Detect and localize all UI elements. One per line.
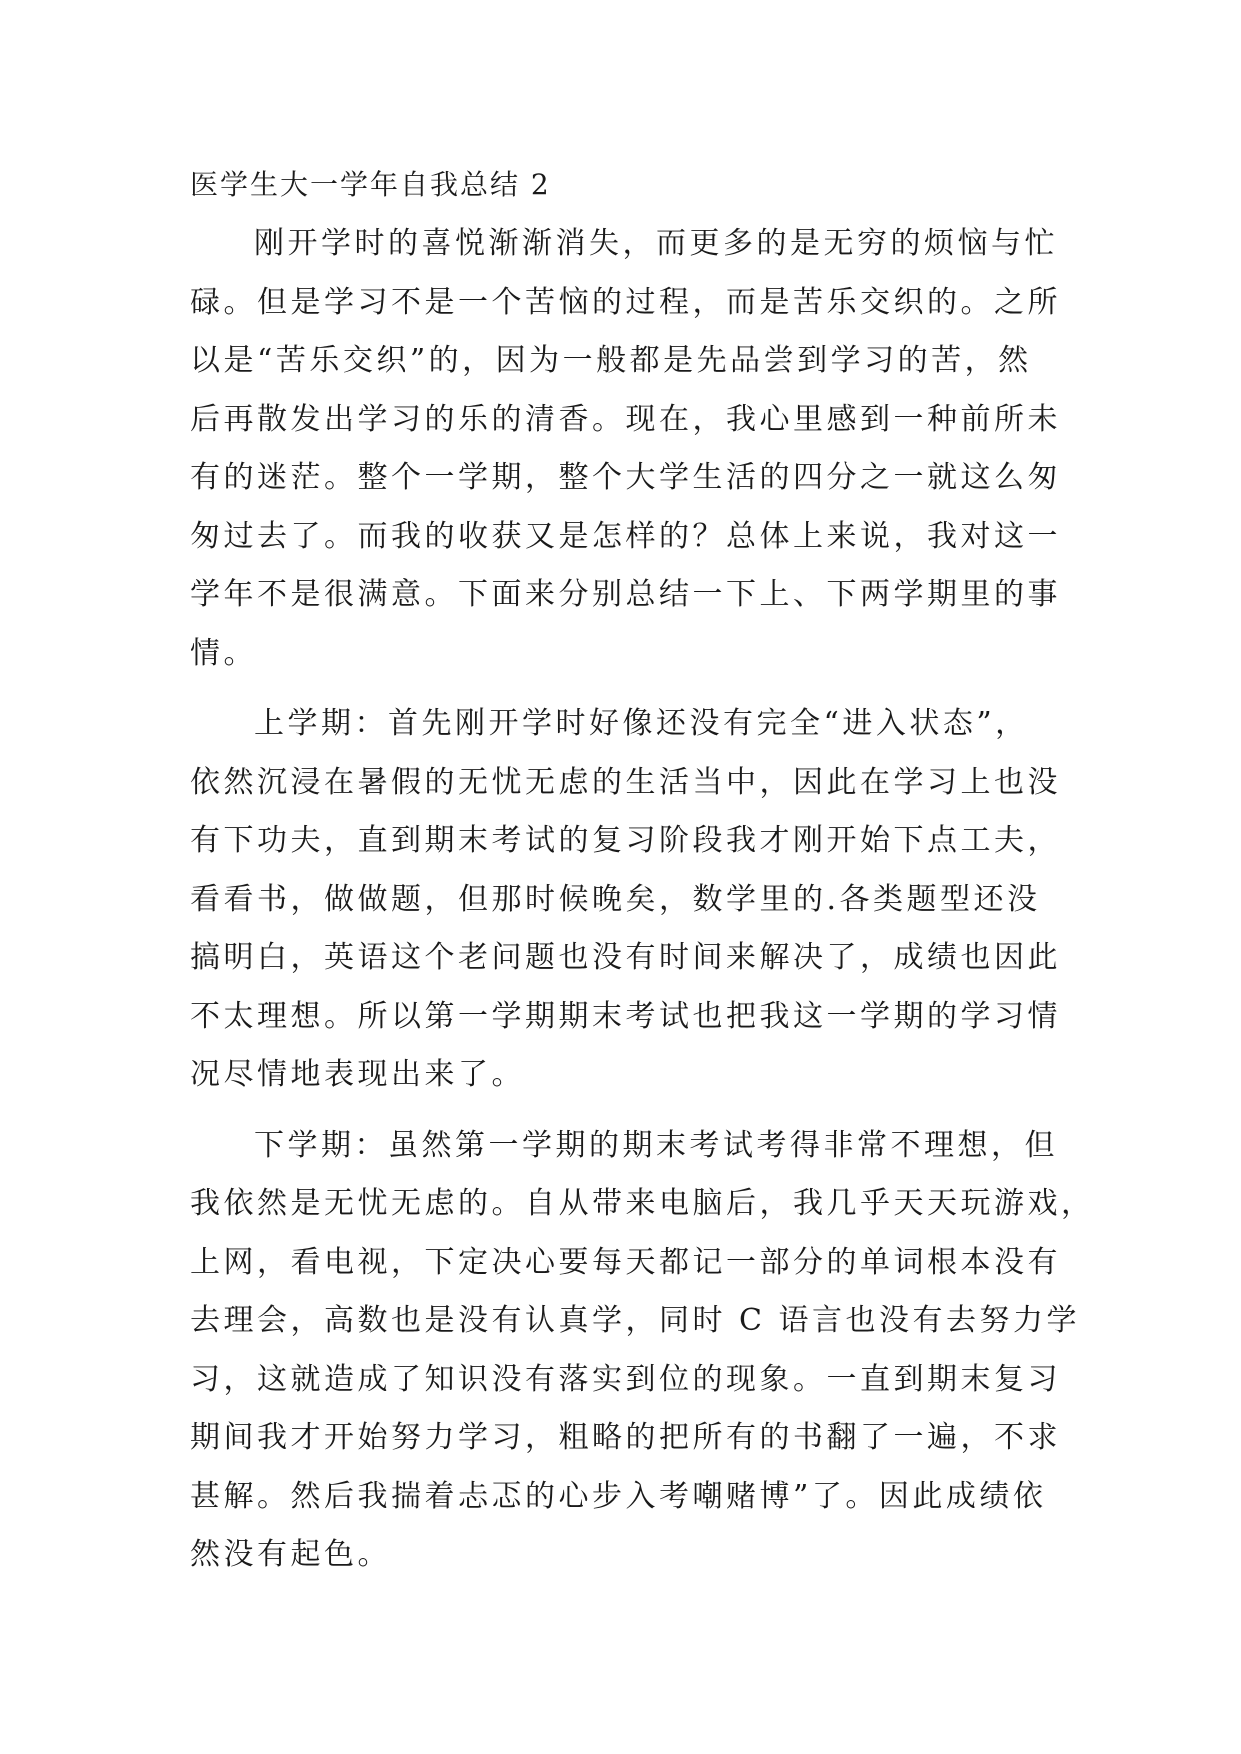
paragraph-line: 不太理想。所以第一学期期末考试也把我这一学期的学习情	[190, 998, 1061, 1034]
paragraph-line: 况尽情地表现出来了。	[190, 1057, 525, 1092]
paragraph-line: 匆过去了。而我的收获又是怎样的？总体上来说，我对这一	[190, 518, 1061, 554]
paragraph-line: 后再散发出学习的乐的清香。现在，我心里感到一种前所未	[190, 401, 1061, 437]
paragraph-line: 搞明白，英语这个老问题也没有时间来解决了，成绩也因此	[190, 940, 1061, 975]
paragraph-line: 去理会，高数也是没有认真学，同时 C 语言也没有去努力学	[190, 1303, 1081, 1338]
paragraph-line: 习，这就造成了知识没有落实到位的现象。一直到期末复习	[190, 1361, 1061, 1397]
paragraph-line: 碌。但是学习不是一个苦恼的过程，而是苦乐交织的。之所	[190, 284, 1061, 320]
paragraph-line: 甚解。然后我揣着忐忑的心步入考嘲赌博”了。因此成绩依	[190, 1478, 1047, 1514]
paragraph-first-semester	[190, 695, 1061, 1105]
paragraph-line: 上网，看电视，下定决心要每天都记一部分的单词根本没有	[190, 1244, 1061, 1280]
paragraph-line: 有的迷茫。整个一学期，整个大学生活的四分之一就这么匆	[190, 460, 1061, 495]
paragraph-line: 然没有起色。	[190, 1537, 391, 1572]
paragraph-line: 下学期：虽然第一学期的期末考试考得非常不理想，但	[254, 1127, 1058, 1163]
paragraph-line: 我依然是无忧无虑的。自从带来电脑后，我几乎天天玩游戏，	[190, 1186, 1095, 1221]
paragraph-intro	[190, 215, 1061, 683]
paragraph-line: 刚开学时的喜悦渐渐消失，而更多的是无穷的烦恼与忙	[254, 226, 1058, 261]
document-title: 医学生大一学年自我总结 2	[190, 168, 551, 201]
paragraph-line: 有下功夫，直到期末考试的复习阶段我才刚开始下点工夫，	[190, 823, 1061, 858]
document-body	[190, 163, 1095, 1597]
paragraph-line: 学年不是很满意。下面来分别总结一下上、下两学期里的事	[190, 577, 1061, 612]
paragraph-line: 看看书，做做题，但那时候晚矣，数学里的.各类题型还没	[190, 881, 1041, 917]
paragraph-second-semester	[190, 1117, 1095, 1585]
paragraph-line: 依然沉浸在暑假的无忧无虑的生活当中，因此在学习上也没	[190, 764, 1061, 800]
paragraph-line: 上学期：首先刚开学时好像还没有完全“进入状态”，	[254, 706, 1029, 741]
paragraph-line: 情。	[190, 635, 257, 671]
paragraph-line: 以是“苦乐交织”的，因为一般都是先品尝到学习的苦，然	[190, 343, 1032, 378]
paragraph-line: 期间我才开始努力学习，粗略的把所有的书翻了一遍，不求	[190, 1420, 1061, 1455]
